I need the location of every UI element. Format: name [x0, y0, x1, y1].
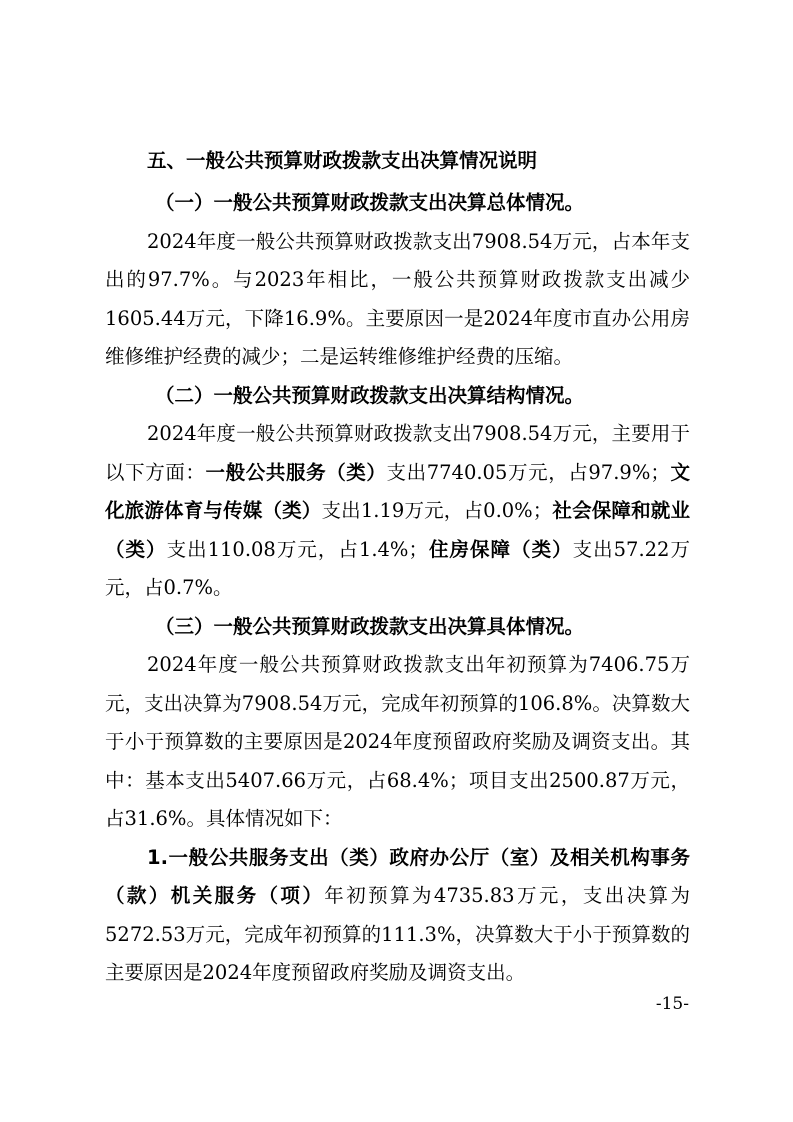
- category-social-security-employment: 社会保障和就业（类）: [105, 499, 690, 561]
- category-general-public-services-detail: 支出7740.05万元，占97.9%；: [386, 460, 670, 484]
- paragraph-structure: [105, 415, 690, 608]
- subsection-heading-overall: （一）一般公共预算财政拨款支出决算总体情况。: [155, 191, 585, 214]
- paragraph-detail: 2024年度一般公共预算财政拨款支出年初预算为7406.75万元，支出决算为7908.54万元，完成年初预算的106.8%。决算数大于小于预算数的主要原因是2024年度预留政府奖励及调资支出。其中：基本支出5407.66万元，占68.4%；项目支出2500.87万元，占31.6%。具体情况如下：: [105, 653, 690, 830]
- category-general-public-services: 一般公共服务（类）: [205, 460, 387, 484]
- structure-intro: 2024年度一般公共预算财政拨款支出7908.54万元，主要用于以下方面：: [105, 422, 690, 484]
- category-housing-security: 住房保障（类）: [427, 537, 573, 561]
- category-social-security-employment-detail: 支出110.08万元，占1.4%；: [166, 537, 428, 561]
- paragraph-item-1: [105, 839, 690, 993]
- item-1-text: 年初预算为4735.83万元，支出决算为5272.53万元，完成年初预算的111.3%，决算数大于小于预算数的主要原因是2024年度预留政府奖励及调资支出。: [105, 884, 690, 984]
- section-heading: 五、一般公共预算财政拨款支出决算情况说明: [147, 149, 538, 172]
- category-culture-tourism-sports-media: 文化旅游体育与传媒（类）: [105, 460, 690, 522]
- page-number: -15-: [655, 994, 689, 1014]
- paragraph-overall: 2024年度一般公共预算财政拨款支出7908.54万元，占本年支出的97.7%。与2023年相比，一般公共预算财政拨款支出减少1605.44万元，下降16.9%。主要原因一是2024年度市直办公用房维修维护经费的减少；二是运转维修维护经费的压缩。: [105, 229, 690, 368]
- subsection-heading-structure: （二）一般公共预算财政拨款支出决算结构情况。: [155, 383, 585, 407]
- category-housing-security-detail: 支出57.22万元，占0.7%。: [105, 537, 690, 599]
- item-1-title: 1.一般公共服务支出（类）政府办公厅（室）及相关机构事务（款）机关服务（项）: [105, 845, 690, 907]
- document-body: [105, 146, 690, 993]
- subsection-heading-detail: （三）一般公共预算财政拨款支出决算具体情况。: [155, 614, 585, 638]
- category-culture-tourism-sports-media-detail: 支出1.19万元，占0.0%；: [321, 499, 553, 522]
